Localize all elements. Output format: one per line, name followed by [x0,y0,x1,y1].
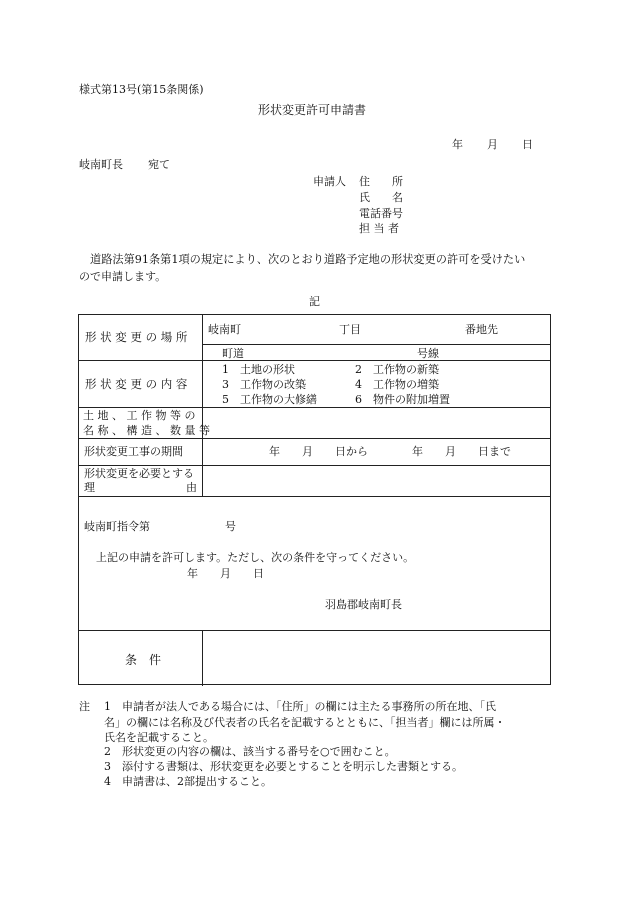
notes-prefix: 注 [79,700,90,713]
date-day: 日 [522,138,533,151]
location-banchi: 番地先 [465,323,498,336]
location-chome: 丁目 [339,323,361,336]
addressee-name: 岐南町長 [79,158,123,171]
note-2-text: 形状変更の内容の欄は、該当する番号を○で囲むこと。 [122,745,396,758]
land-label-line1: 土 地 、 工 作 物 等 の [83,409,196,422]
option-1: 1 土地の形状 [222,363,295,376]
applicant-name-label: 氏 名 [359,191,403,204]
option-5: 5 工作物の大修繕 [222,393,317,406]
road-town: 町道 [222,347,244,360]
note-1-line3: 氏名を記載すること。 [104,731,214,744]
reason-label-line1: 形状変更を必要とする [84,467,194,480]
application-table [78,314,551,685]
date-month: 月 [487,138,498,151]
note-1-number: 1 [104,700,111,713]
note-3-number: 3 [104,760,111,773]
period-text: 年 月 日から 年 月 日まで [269,445,511,458]
permit-text: 上記の申請を許可します。ただし、次の条件を守ってください。 [96,551,415,564]
note-1-line1: 申請者が法人である場合には、「住所」の欄には主たる事務所の所在地、「氏 [122,700,496,713]
location-town: 岐南町 [208,323,241,336]
addressee-suffix: 宛て [148,158,170,171]
body-text-line2: ので申請します。 [79,270,167,283]
note-4-number: 4 [104,775,111,788]
content-label: 形 状 変 更 の 内 容 [85,377,188,391]
command-suffix: 号 [225,520,236,533]
applicant-label: 申請人 [313,175,346,188]
form-number: 様式第13号(第15条関係) [79,83,204,96]
reason-label-line2b: 由 [186,481,197,494]
applicant-address-label: 住 所 [359,175,403,188]
page-title: 形状変更許可申請書 [258,103,367,117]
ki-heading: 記 [309,295,320,308]
note-1-line2: 名」の欄には名称及び代表者の氏名を記載するとともに、「担当者」欄には所属・ [104,716,506,729]
body-text-line1: 道路法第91条第1項の規定により、次のとおり道路予定地の形状変更の許可を受けたい [90,253,526,266]
period-label: 形状変更工事の期間 [84,445,183,458]
option-4: 4 工作物の増築 [355,378,439,391]
note-3-text: 添付する書類は、形状変更を必要とすることを明示した書類とする。 [122,760,463,773]
issuer: 羽島郡岐南町長 [325,598,402,611]
permit-date: 年 月 日 [187,567,264,580]
command-prefix: 岐南町指令第 [84,520,150,533]
option-6: 6 物件の附加増置 [355,393,450,406]
reason-label-line2a: 理 [84,481,95,494]
applicant-phone-label: 電話番号 [359,207,403,220]
location-label: 形 状 変 更 の 場 所 [85,330,188,344]
option-3: 3 工作物の改築 [222,378,306,391]
road-line: 号線 [417,347,439,360]
option-2: 2 工作物の新築 [355,363,439,376]
conditions-label: 条 件 [125,653,162,667]
land-label-line2: 名 称 、 構 造 、 数 量 等 [83,424,210,437]
note-4-text: 申請書は、2部提出すること。 [122,775,272,788]
note-2-number: 2 [104,745,111,758]
date-year: 年 [452,138,463,151]
applicant-contact-label: 担 当 者 [359,222,399,235]
